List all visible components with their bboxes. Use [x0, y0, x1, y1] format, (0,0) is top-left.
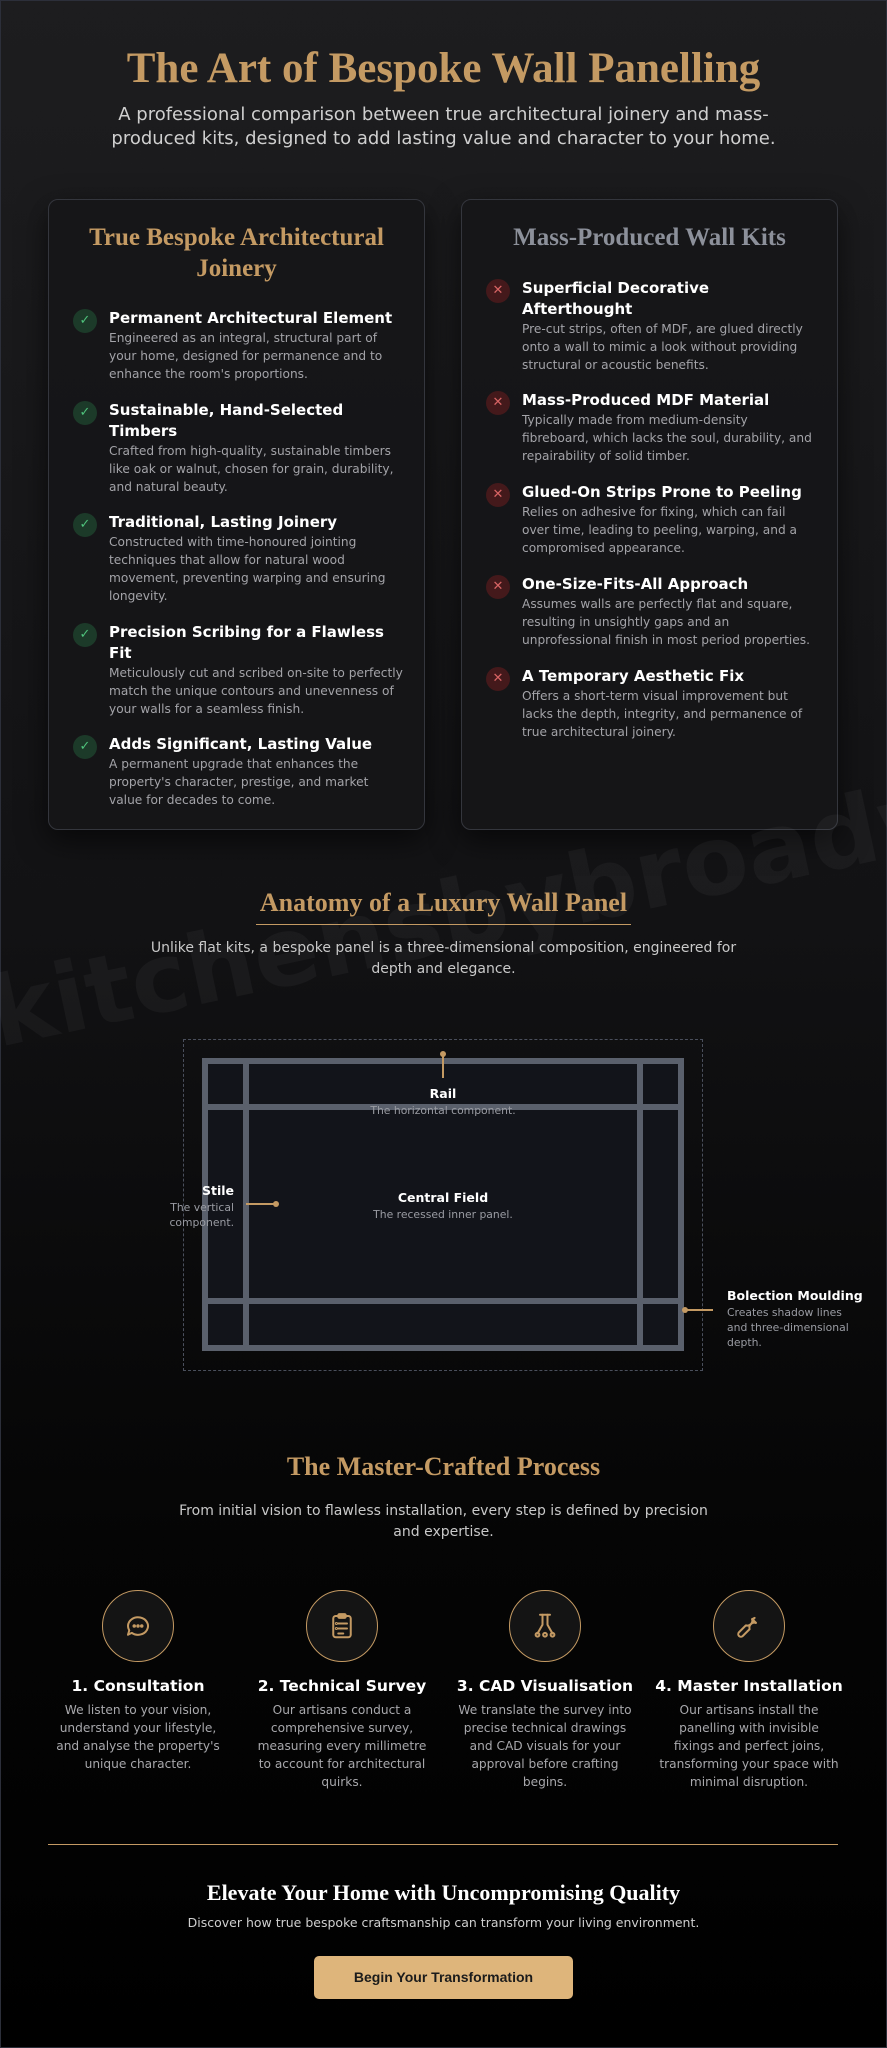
check-icon: ✓ — [73, 401, 97, 425]
rail-callout-line — [442, 1056, 444, 1078]
kits-item-title: One-Size-Fits-All Approach — [522, 575, 749, 593]
kits-item-desc: Assumes walls are perfectly flat and square, resulting in unsightly gaps and an unprofessional finish in most period properties. — [522, 597, 810, 647]
check-icon: ✓ — [73, 623, 97, 647]
chat-bubble-icon — [102, 1590, 174, 1662]
process-step-desc: We listen to your vision, understand your lifestyle, and analyse the property's unique character. — [56, 1703, 220, 1771]
process-step-cad — [450, 1590, 640, 1791]
cross-icon: ✕ — [486, 391, 510, 415]
kits-item-desc: Offers a short-term visual improvement but lacks the depth, integrity, and permanence of true architectural joinery. — [522, 689, 803, 739]
bespoke-item — [73, 622, 403, 718]
process-step-title: 1. Consultation — [71, 1677, 205, 1695]
bespoke-card — [48, 199, 425, 830]
field-label: Central Field — [397, 1190, 489, 1205]
stile-callout-dot — [273, 1201, 279, 1207]
bespoke-item — [73, 734, 403, 809]
moulding-callout-line — [687, 1309, 713, 1311]
moulding-desc-line2: and three-dimensional depth. — [727, 1321, 849, 1349]
cta-title: Elevate Your Home with Uncompromising Quality — [206, 1880, 681, 1905]
begin-transformation-button[interactable]: Begin Your Transformation — [314, 1956, 573, 1999]
process-step-desc: Our artisans install the panelling with invisible fixings and perfect joins, transforming your space with minimal disruption. — [659, 1703, 839, 1789]
bespoke-item-desc: Meticulously cut and scribed on-site to perfectly match the unique contours and unevenness of your walls for a seamless finish. — [109, 666, 403, 716]
process-subtitle: From initial vision to flawless installation, every step is defined by precision and expertise. — [179, 1503, 708, 1540]
kits-item — [486, 574, 816, 649]
rail-label: Rail — [429, 1086, 457, 1101]
anatomy-title-underline — [256, 924, 631, 925]
process-title: The Master-Crafted Process — [286, 1452, 601, 1481]
check-icon: ✓ — [73, 309, 97, 333]
kits-item-desc: Typically made from medium-density fibreboard, which lacks the soul, durability, and repairability of solid timber. — [522, 413, 812, 463]
stile-label: Stile — [201, 1183, 234, 1198]
kits-item — [486, 278, 816, 374]
anatomy-title: Anatomy of a Luxury Wall Panel — [259, 888, 628, 917]
bespoke-item-title: Adds Significant, Lasting Value — [109, 735, 373, 753]
process-step-installation — [654, 1590, 844, 1791]
cta-divider — [48, 1844, 838, 1845]
bespoke-item-desc: Crafted from high-quality, sustainable timbers like oak or walnut, chosen for grain, durability, and natural beauty. — [109, 444, 394, 494]
cross-icon: ✕ — [486, 575, 510, 599]
bespoke-item — [73, 400, 403, 496]
field-desc: The recessed inner panel. — [373, 1208, 513, 1221]
kits-card-title: Mass-Produced Wall Kits — [513, 224, 786, 251]
process-step-desc: We translate the survey into precise technical drawings and CAD visuals for your approval before crafting begins. — [458, 1703, 632, 1789]
kits-item-title: Superficial Decorative Afterthought — [522, 279, 710, 318]
process-step-consultation — [43, 1590, 233, 1773]
process-step-title: 2. Technical Survey — [257, 1677, 427, 1695]
kits-item-title: Glued-On Strips Prone to Peeling — [522, 483, 802, 501]
drafting-tool-icon — [509, 1590, 581, 1662]
cta-subtitle: Discover how true bespoke craftsmanship can transform your living environment. — [187, 1915, 700, 1930]
bespoke-item-title: Sustainable, Hand-Selected Timbers — [109, 401, 344, 440]
kits-item-title: A Temporary Aesthetic Fix — [522, 667, 745, 685]
bespoke-item-title: Precision Scribing for a Flawless Fit — [109, 623, 384, 662]
kits-card — [461, 199, 838, 830]
moulding-label: Bolection Moulding — [727, 1288, 863, 1303]
bespoke-item-desc: A permanent upgrade that enhances the property's character, prestige, and market value for decades to come. — [109, 757, 369, 807]
cross-icon: ✕ — [486, 279, 510, 303]
page-subtitle: A professional comparison between true architectural joinery and mass-produced kits, designed to add lasting value and character to your home. — [111, 104, 776, 149]
process-step-survey — [247, 1590, 437, 1791]
anatomy-subtitle: Unlike flat kits, a bespoke panel is a three-dimensional composition, engineered for depth and elegance. — [150, 940, 737, 977]
kits-item — [486, 390, 816, 465]
bespoke-card-title: True Bespoke Architectural Joinery — [89, 224, 384, 282]
cross-icon: ✕ — [486, 483, 510, 507]
process-step-desc: Our artisans conduct a comprehensive survey, measuring every millimetre to account for architectural quirks. — [257, 1703, 427, 1789]
wrench-icon — [713, 1590, 785, 1662]
process-step-title: 4. Master Installation — [655, 1677, 843, 1695]
check-icon: ✓ — [73, 513, 97, 537]
kits-item-desc: Pre-cut strips, often of MDF, are glued directly onto a wall to mimic a look without providing structural or acoustic benefits. — [522, 322, 803, 372]
bespoke-item-title: Permanent Architectural Element — [109, 309, 393, 327]
process-step-title: 3. CAD Visualisation — [456, 1677, 634, 1695]
cross-icon: ✕ — [486, 667, 510, 691]
check-icon: ✓ — [73, 735, 97, 759]
kits-item — [486, 482, 816, 557]
clipboard-icon — [306, 1590, 378, 1662]
rail-desc: The horizontal component. — [370, 1104, 516, 1117]
bespoke-item — [73, 308, 403, 383]
page-title: The Art of Bespoke Wall Panelling — [126, 45, 761, 92]
bespoke-item-title: Traditional, Lasting Joinery — [109, 513, 338, 531]
bespoke-item-desc: Engineered as an integral, structural part of your home, designed for permanence and to enhance the room's proportions. — [109, 331, 383, 381]
kits-item-desc: Relies on adhesive for fixing, which can fail over time, leading to peeling, warping, and a compromised appearance. — [522, 505, 798, 555]
rail-bottom — [208, 1298, 678, 1304]
kits-item-title: Mass-Produced MDF Material — [522, 391, 770, 409]
bespoke-item — [73, 512, 403, 605]
kits-item — [486, 666, 816, 741]
stile-desc-line1: The vertical — [170, 1201, 234, 1214]
stile-right — [637, 1064, 643, 1345]
stile-desc-line2: component. — [169, 1216, 234, 1229]
stile-left — [243, 1064, 249, 1345]
moulding-desc-line1: Creates shadow lines — [727, 1306, 842, 1319]
stile-callout-line — [246, 1203, 274, 1205]
bespoke-item-desc: Constructed with time-honoured jointing techniques that allow for natural wood movement, preventing warping and ensuring longevity. — [109, 535, 386, 603]
